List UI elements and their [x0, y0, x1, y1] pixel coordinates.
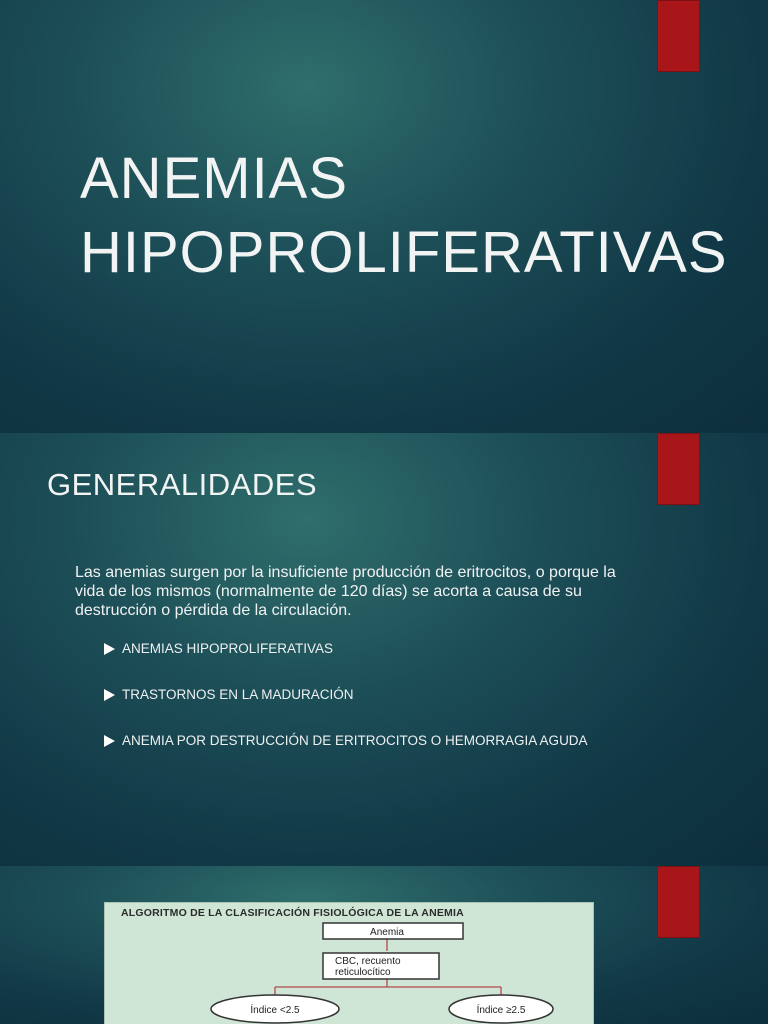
- list-item-label: ANEMIAS HIPOPROLIFERATIVAS: [122, 641, 334, 656]
- anemia-node-label: Anemia: [370, 927, 404, 938]
- accent-tab: [657, 0, 700, 72]
- list-item-label: TRASTORNOS EN LA MADURACIÓN: [122, 687, 354, 702]
- triangle-bullet-icon: [104, 735, 115, 747]
- accent-tab: [657, 433, 700, 505]
- index-high-label: Índice ≥2.5: [476, 1005, 526, 1016]
- slide-title-text: [80, 142, 728, 290]
- title-line-1: ANEMIAS: [80, 146, 349, 211]
- bullet-list: [104, 641, 588, 779]
- title-line-2: HIPOPROLIFERATIVAS: [80, 220, 728, 285]
- cbc-node-label-1: CBC, recuento: [335, 956, 401, 967]
- intro-paragraph: Las anemias surgen por la insuficiente producción de eritrocitos, o porque la vida de los mismos (normalmente de 120 días) se acorta a causa de su destrucción o pérdida de la circulación.: [75, 564, 616, 619]
- figure-title: ALGORITMO DE LA CLASIFICACIÓN FISIOLÓGICA DE LA ANEMIA: [121, 907, 464, 919]
- cbc-node-label-2: reticulocítico: [335, 967, 391, 978]
- flowchart: [105, 903, 593, 1024]
- triangle-bullet-icon: [104, 689, 115, 701]
- algorithm-figure: [104, 902, 594, 1024]
- slide-algorithm: [0, 866, 768, 1024]
- slide-generalidades: [0, 433, 768, 866]
- index-low-label: Índice <2.5: [250, 1005, 300, 1016]
- accent-tab: [657, 866, 700, 938]
- triangle-bullet-icon: [104, 643, 115, 655]
- list-item: [104, 733, 588, 779]
- section-heading: GENERALIDADES: [47, 467, 318, 502]
- list-item: [104, 687, 588, 733]
- list-item-label: ANEMIA POR DESTRUCCIÓN DE ERITROCITOS O HEMORRAGIA AGUDA: [122, 733, 588, 748]
- list-item: [104, 641, 588, 687]
- slide-title: [0, 0, 768, 433]
